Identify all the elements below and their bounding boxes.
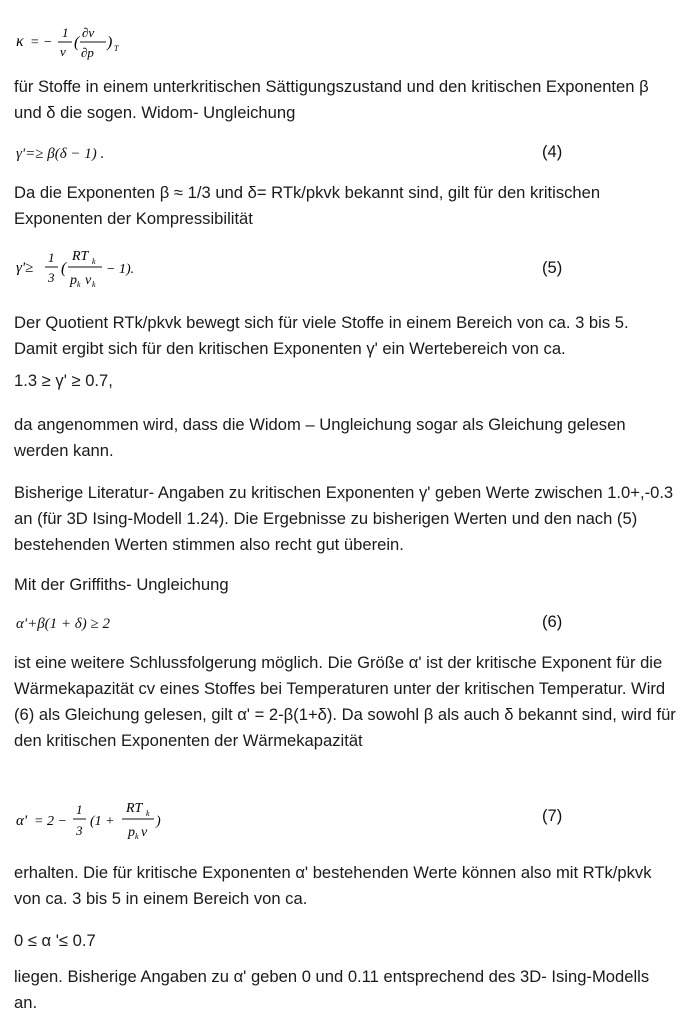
- svg-text:γ'≥: γ'≥: [16, 260, 34, 276]
- svg-text:∂v: ∂v: [82, 25, 95, 40]
- equation-4-number: (4): [542, 142, 563, 161]
- svg-text:k: k: [92, 280, 96, 289]
- paragraph-8: ist eine weitere Schlussfolgerung möglich. Die Größe α' ist der kritische Exponent für die Wärmekapazität cv eines Stoffes bei Temperaturen unter der kritischen Temperatur. Wird (6) als Gleichung gelesen, gilt α' = 2-β(1+δ). Da sowohl β als auch δ bekannt sind, wird für den kritischen Exponenten der Wärmekapazität: [14, 653, 676, 750]
- svg-text:v: v: [141, 825, 148, 840]
- paragraph-1: für Stoffe in einem unterkritischen Sättigungszustand und den kritischen Exponenten β und δ die sogen. Widom- Ungleichung: [14, 77, 649, 122]
- equation-4: γ'=≥ β(δ − 1) . (4): [16, 142, 563, 162]
- kappa-formula: [14, 20, 174, 64]
- svg-text:1: 1: [62, 25, 69, 40]
- svg-text:= −: = −: [30, 35, 53, 50]
- svg-text:RT: RT: [126, 801, 143, 816]
- svg-text:3: 3: [76, 823, 83, 838]
- svg-text:): ): [156, 814, 161, 829]
- svg-text:1: 1: [48, 250, 55, 265]
- equation-5-number: (5): [542, 258, 563, 277]
- paragraph-10: 0 ≤ α '≤ 0.7: [14, 931, 96, 950]
- equation-7-number: (7): [542, 806, 563, 825]
- svg-text:∂p: ∂p: [81, 45, 94, 60]
- paragraph-6: Bisherige Literatur- Angaben zu kritischen Exponenten γ' geben Werte zwischen 1.0+,-0.3 an (für 3D Ising-Modell 1.24). Die Ergebnisse zu bisherigen Werten und den nach (5) bestehenden Werten stimmen also recht gut überein.: [14, 483, 674, 554]
- equation-7-formula: [14, 792, 214, 848]
- equation-5-formula: [14, 240, 194, 296]
- svg-text:T: T: [114, 44, 119, 53]
- paragraph-9: erhalten. Die für kritische Exponenten α' bestehenden Werte können also mit RTk/pkvk von ca. 3 bis 5 in einem Bereich von ca.: [14, 863, 652, 908]
- paragraph-7: Mit der Griffiths- Ungleichung: [14, 575, 229, 594]
- svg-text:RT: RT: [72, 249, 89, 264]
- svg-text:v: v: [85, 273, 92, 288]
- equation-5: [14, 240, 676, 296]
- svg-text:(1 +: (1 +: [90, 814, 115, 829]
- paragraph-5: da angenommen wird, dass die Widom – Ungleichung sogar als Gleichung gelesen werden kann.: [14, 415, 626, 460]
- svg-text:= 2 −: = 2 −: [34, 814, 67, 829]
- equation-7: [14, 792, 676, 848]
- svg-text:p: p: [70, 273, 77, 288]
- svg-text:k: k: [135, 832, 139, 841]
- equation-6: α'+β(1 + δ) ≥ 2 (6): [16, 612, 563, 632]
- svg-text:α': α': [16, 813, 28, 829]
- svg-text:v: v: [60, 44, 66, 59]
- paragraph-2: Da die Exponenten β ≈ 1/3 und δ= RTk/pkvk bekannt sind, gilt für den kritischen Exponenten der Kompressibilität: [14, 183, 601, 228]
- svg-text:): ): [107, 34, 113, 51]
- equation-kappa: [14, 20, 676, 68]
- svg-text:p: p: [128, 825, 135, 840]
- paragraph-4: 1.3 ≥ γ' ≥ 0.7,: [14, 371, 113, 390]
- svg-text:3: 3: [48, 270, 55, 285]
- paragraph-3: Der Quotient RTk/pkvk bewegt sich für viele Stoffe in einem Bereich von ca. 3 bis 5. Damit ergibt sich für den kritischen Exponenten γ' ein Wertebereich von ca.: [14, 313, 629, 358]
- svg-text:1: 1: [76, 802, 83, 817]
- svg-text:k: k: [77, 280, 81, 289]
- svg-text:(: (: [61, 260, 67, 277]
- paragraph-11: liegen. Bisherige Angaben zu α' geben 0 und 0.11 entsprechend des 3D- Ising-Modells an.: [14, 967, 650, 1012]
- svg-text:k: k: [92, 257, 96, 266]
- svg-text:− 1).: − 1).: [106, 262, 135, 277]
- equation-6-number: (6): [542, 612, 563, 631]
- svg-text:k: k: [146, 809, 150, 818]
- svg-text:(: (: [74, 34, 80, 51]
- svg-text:κ: κ: [16, 33, 24, 50]
